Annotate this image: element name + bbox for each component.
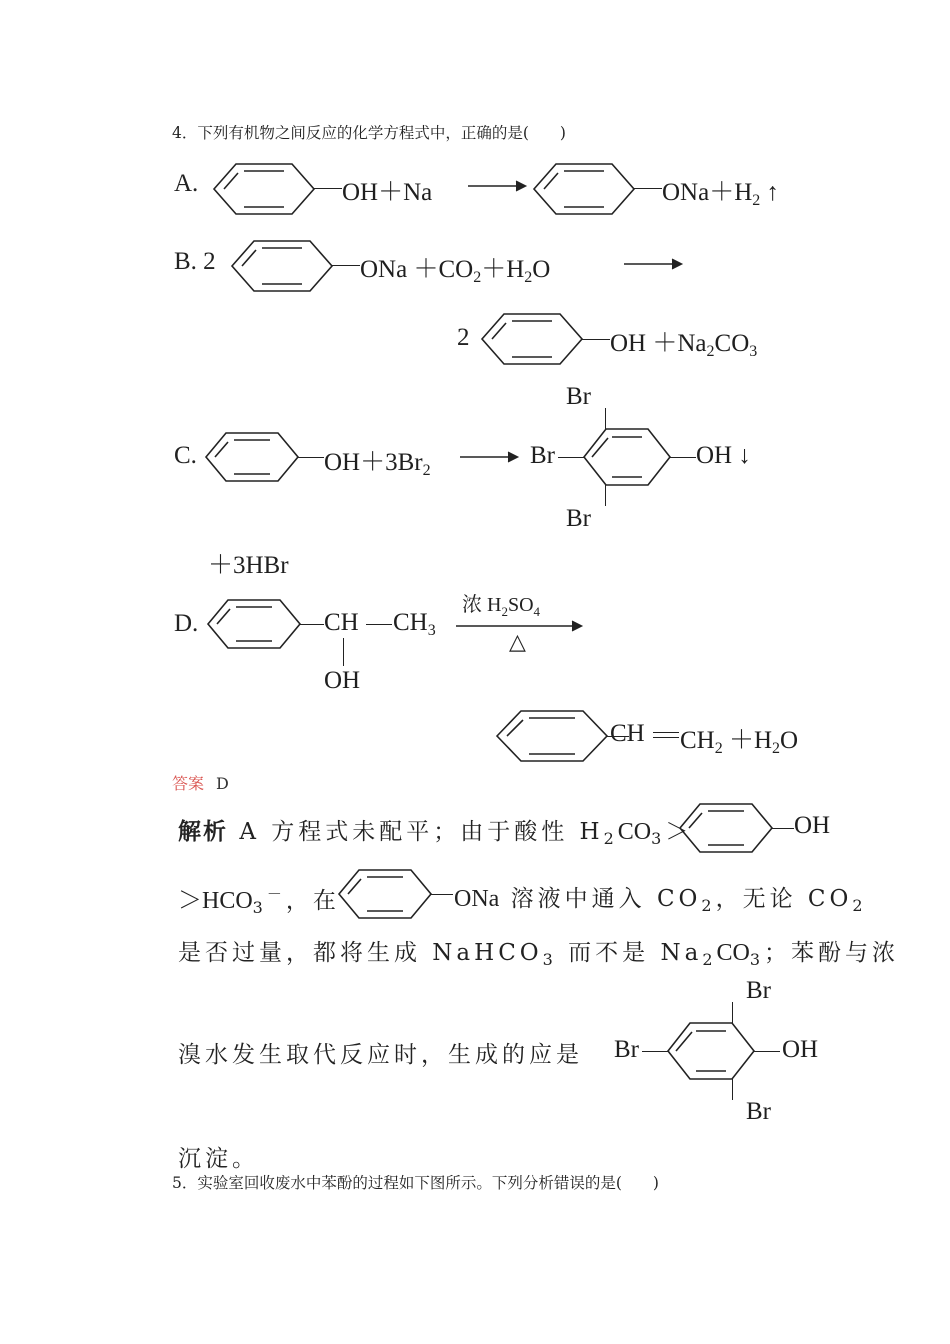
subscript: 3 <box>542 950 557 969</box>
text: CO <box>617 819 652 845</box>
benzene-ring-icon <box>208 599 300 649</box>
ch3-group <box>393 609 436 640</box>
bond-line <box>300 624 324 625</box>
bond-line <box>732 1002 733 1023</box>
option-b-label: B. 2 <box>174 248 216 275</box>
subscript: 2 <box>603 829 618 848</box>
bond-line <box>670 457 696 458</box>
bond-line <box>642 1051 668 1052</box>
water: ＋H <box>481 256 525 283</box>
hbr-product: ＋3HBr <box>208 552 289 579</box>
explanation-line-1 <box>178 813 692 848</box>
bond-line <box>558 457 584 458</box>
subscript: 2 <box>752 192 761 209</box>
subscript: 2 <box>772 740 781 757</box>
subscript: 2 <box>714 740 723 757</box>
text: ＞HCO <box>178 888 253 914</box>
plus-sign: ＋ <box>709 179 735 206</box>
option-d-label: D. <box>174 610 199 637</box>
co2: ＋CO <box>413 256 474 283</box>
carbonate: CO <box>714 330 750 357</box>
text: 是否过量，都将生成 NaHCO <box>178 940 543 966</box>
bond-line <box>634 188 662 189</box>
text: ；苯酚与浓 <box>764 940 900 966</box>
subscript: 3 <box>651 829 666 848</box>
oh-group: OH <box>610 330 647 357</box>
text: 而不是 Na <box>556 940 703 966</box>
sodium: ＋Na <box>652 330 707 357</box>
subscript: 2 <box>501 604 508 619</box>
gas-arrow-icon: ↑ <box>766 179 780 206</box>
option-b-reactant-text <box>360 249 550 287</box>
ona-group: ONa <box>662 179 710 206</box>
water: ＋H <box>728 727 773 754</box>
reaction-arrow-icon <box>460 447 522 467</box>
explanation-heading: 解析 <box>178 818 228 845</box>
oh-group: OH <box>794 812 831 839</box>
benzene-ring-icon <box>232 240 332 292</box>
option-a-label: A. <box>174 170 199 197</box>
bond-line <box>343 638 344 666</box>
subscript: 2 <box>706 343 715 360</box>
benzene-ring-icon <box>482 313 582 365</box>
explanation-line-2b <box>454 880 867 915</box>
reaction-arrow-icon <box>624 254 686 274</box>
br-substituent-top: Br <box>566 383 591 410</box>
precipitate-arrow-icon: ↓ <box>738 442 751 469</box>
answer-value: D <box>216 774 229 793</box>
bond-line <box>332 265 360 266</box>
bond-line <box>582 339 610 340</box>
subscript: 2 <box>702 950 717 969</box>
text: ＞ <box>665 819 693 845</box>
benzene-ring-icon <box>339 869 431 919</box>
question-4: 4．下列有机物之间反应的化学方程式中，正确的是( ) <box>172 124 566 142</box>
bond-line <box>366 624 392 625</box>
option-c-product-text <box>696 442 751 470</box>
br-substituent-bottom: Br <box>746 1098 771 1125</box>
ch-group: CH <box>324 609 359 636</box>
coefficient: 2 <box>457 324 470 351</box>
bromine: ＋3Br <box>360 449 423 476</box>
ch3-text: CH <box>393 609 428 636</box>
heat-triangle-icon: △ <box>509 630 526 655</box>
tribromophenol-ring-icon <box>584 428 670 486</box>
text: 溶液中通入 CO <box>510 886 702 912</box>
text: CO <box>716 940 750 966</box>
ona-group: ONa <box>360 256 408 283</box>
subscript: 2 <box>852 896 867 915</box>
subscript: 2 <box>422 462 431 479</box>
option-a-product-text <box>662 172 779 210</box>
option-c-reactant-text <box>324 442 431 480</box>
ch2-text: CH <box>680 727 715 754</box>
ch-group: CH <box>610 720 645 747</box>
explanation-line-4: 溴水发生取代反应时，生成的应是 <box>178 1042 583 1068</box>
conc-h2so4: 浓 H <box>462 594 502 616</box>
option-c-label: C. <box>174 442 197 469</box>
subscript: 2 <box>473 269 482 286</box>
answer-line <box>172 771 229 794</box>
benzene-ring-icon <box>534 163 634 215</box>
oh-group: OH <box>324 449 361 476</box>
br-substituent-bottom: Br <box>566 505 591 532</box>
benzene-ring-icon <box>214 163 314 215</box>
oxygen: O <box>780 727 799 754</box>
subscript: 2 <box>524 269 533 286</box>
double-bond <box>653 732 679 738</box>
subscript: 4 <box>533 604 541 619</box>
oxygen: O <box>532 256 551 283</box>
bond-line <box>605 408 606 429</box>
explanation-line-2a <box>178 880 340 917</box>
oh-group: OH <box>696 442 733 469</box>
option-d-product-text <box>610 720 645 748</box>
explanation-line-3 <box>178 934 899 969</box>
option-b-product-text <box>610 323 757 361</box>
benzene-ring-icon <box>497 710 607 762</box>
oh-group: OH <box>342 179 379 206</box>
br-substituent-left: Br <box>530 442 555 469</box>
oh-group: OH <box>782 1036 819 1063</box>
superscript: － <box>266 885 286 903</box>
option-a-reactant-text <box>342 172 432 208</box>
question-5: 5．实验室回收废水中苯酚的过程如下图所示。下列分析错误的是( ) <box>172 1174 659 1192</box>
bond-line <box>431 894 453 895</box>
reaction-arrow-icon <box>468 176 530 196</box>
text: ，在 <box>285 888 340 914</box>
oh-group: OH <box>324 667 361 694</box>
bond-line <box>732 1079 733 1100</box>
text: ，无论 CO <box>715 886 853 912</box>
explanation-line-5: 沉淀。 <box>178 1146 259 1172</box>
br-substituent-top: Br <box>746 977 771 1004</box>
ona-group: ONa <box>454 886 500 912</box>
benzene-ring-icon <box>206 432 298 482</box>
bond-line <box>298 457 324 458</box>
subscript: 3 <box>252 898 267 917</box>
text: A 方程式未配平；由于酸性 H <box>239 819 604 845</box>
sodium: ＋Na <box>378 179 433 206</box>
br-substituent-left: Br <box>614 1036 639 1063</box>
so4: SO <box>507 594 534 616</box>
subscript: 3 <box>749 343 758 360</box>
benzene-ring-icon <box>680 803 772 853</box>
answer-label: 答案 <box>172 774 205 793</box>
bond-line <box>772 828 794 829</box>
tribromophenol-ring-icon <box>668 1022 754 1080</box>
option-d-product-rest <box>680 720 798 758</box>
bond-line <box>605 485 606 506</box>
subscript: 2 <box>701 896 716 915</box>
bond-line <box>314 188 342 189</box>
subscript: 3 <box>749 950 765 969</box>
subscript: 3 <box>427 622 436 639</box>
bond-line <box>754 1051 780 1052</box>
hydrogen: H <box>734 179 753 206</box>
